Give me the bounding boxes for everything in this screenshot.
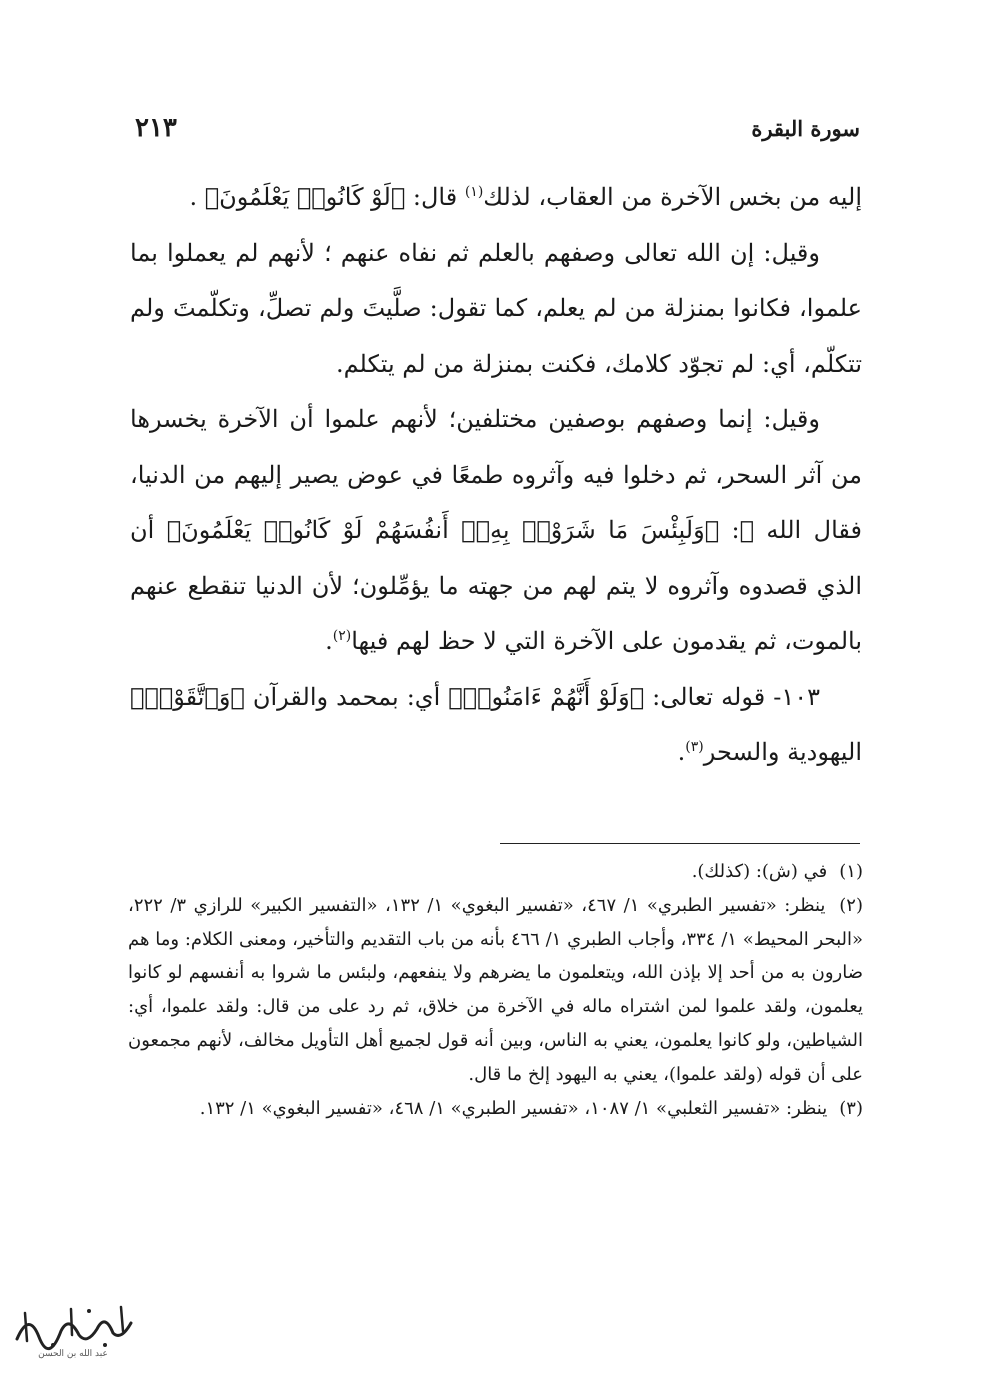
footnote-number: (٢) [839,894,863,916]
quran-verse: ﴿وَلَوْ أَنَّهُمْ ءَامَنُوا۟﴾ [448,682,645,711]
paragraph-4-end: . [677,738,686,766]
library-stamp-logo [8,1295,138,1365]
footnotes [128,855,863,1125]
footnote-number: (١) [839,861,863,882]
footnote-text: ينظر: «تفسير الثعلبي» ١/ ١٠٨٧، «تفسير الطبري» ١/ ٤٦٨، «تفسير البغوي» ١/ ١٣٢. [199,1097,828,1119]
paragraph-3-text-b: أن الذي قصدوه وآثروه لا يتم لهم من جهته ما يؤمِّلون؛ لأن الدنيا تنقطع عنهم بالموت، ثم يقدمون على الآخرة التي لا حظ لهم فيها [130,516,862,655]
paragraph-4-text-c: اليهودية والسحر [703,738,862,766]
footnote-ref-1: (١) [464,184,484,200]
footnote-number: (٣) [839,1097,863,1119]
quran-verse: ﴿لَوْ كَانُوا۟ يَعْلَمُونَ﴾ [204,183,406,211]
paragraph-1-end: . [189,183,205,211]
paragraph-3-text-a: وقيل: إنما وصفهم بوصفين مختلفين؛ لأنهم علموا أن الآخرة يخسرها من آثر السحر، ثم دخلوا فيه وآثروه طمعًا في عوض يصير إليهم من الدنيا، فقال الله ﷻ: [130,405,863,544]
paragraph-1 [130,170,862,226]
paragraph-1-text-b: قال: [405,183,465,211]
paragraph-4 [130,670,862,781]
quran-verse: ﴿وَٱتَّقَوْا۟﴾ [130,682,245,711]
footnote-2 [128,889,863,1092]
paragraph-3-end: . [325,627,333,655]
paragraph-4-text-b: أي: بمحمد والقرآن [244,682,449,711]
quran-verse: ﴿وَلَبِئْسَ مَا شَرَوْا۟ بِهِۦٓ أَنفُسَهُمْ لَوْ كَانُوا۟ يَعْلَمُونَ﴾ [166,516,720,544]
paragraph-2: وقيل: إن الله تعالى وصفهم بالعلم ثم نفاه عنهم ؛ لأنهم لم يعملوا بما علموا، فكانوا بمنزلة من لم يعلم، كما تقول: صلَّيتَ ولم تصلِّ، وتكلّمتَ ولم تتكلّم، أي: لم تجوّد كلامك، فكنت بمنزلة من لم يتكلم. [130,238,862,378]
main-text [130,170,862,781]
footnote-1 [128,855,863,889]
page-number: ٢١٣ [135,113,177,143]
footnote-divider [500,843,860,844]
footnote-ref-2: (٢) [332,628,352,644]
paragraph-3 [130,392,862,670]
paragraph-4-text-a: ١٠٣- قوله تعالى: [644,682,820,711]
footnote-text: في (ش): (كذلك). [691,861,828,882]
paragraph-1-text: إليه من بخس الآخرة من العقاب، لذلك [483,183,862,211]
page-header [135,108,860,148]
surah-title: سورة البقرة [751,115,860,141]
footnote-ref-3: (٣) [685,739,704,755]
calligraphy-logo-icon [9,1301,137,1353]
footnote-3 [128,1092,863,1126]
stamp-subtitle: عبد الله بن الحسن [38,1349,108,1359]
footnote-text: ينظر: «تفسير الطبري» ١/ ٤٦٧، «تفسير البغوي» ١/ ١٣٢، «التفسير الكبير» للرازي ٣/ ٢٢٢، «البحر المحيط» ١/ ٣٣٤، وأجاب الطبري ١/ ٤٦٦ بأنه من باب التقديم والتأخير، ومعنى الكلام: وما هم ضارون به من أحد إلا بإذن الله، ويتعلمون ما يضرهم ولا ينفعهم، ولبئس ما شروا به أنفسهم لو كانوا يعلمون، ولقد علموا لمن اشتراه ماله في الآخرة من خلاق، ثم رد على من قال: ولقد علموا، أي: الشياطين، ولو كانوا يعلمون، يعني به الناس، وبين أنه قول لجميع أهل التأويل مخالف، لأنهم مجمعون على أن قوله (ولقد علموا)، يعني به اليهود إلخ ما قال. [128,894,863,1085]
